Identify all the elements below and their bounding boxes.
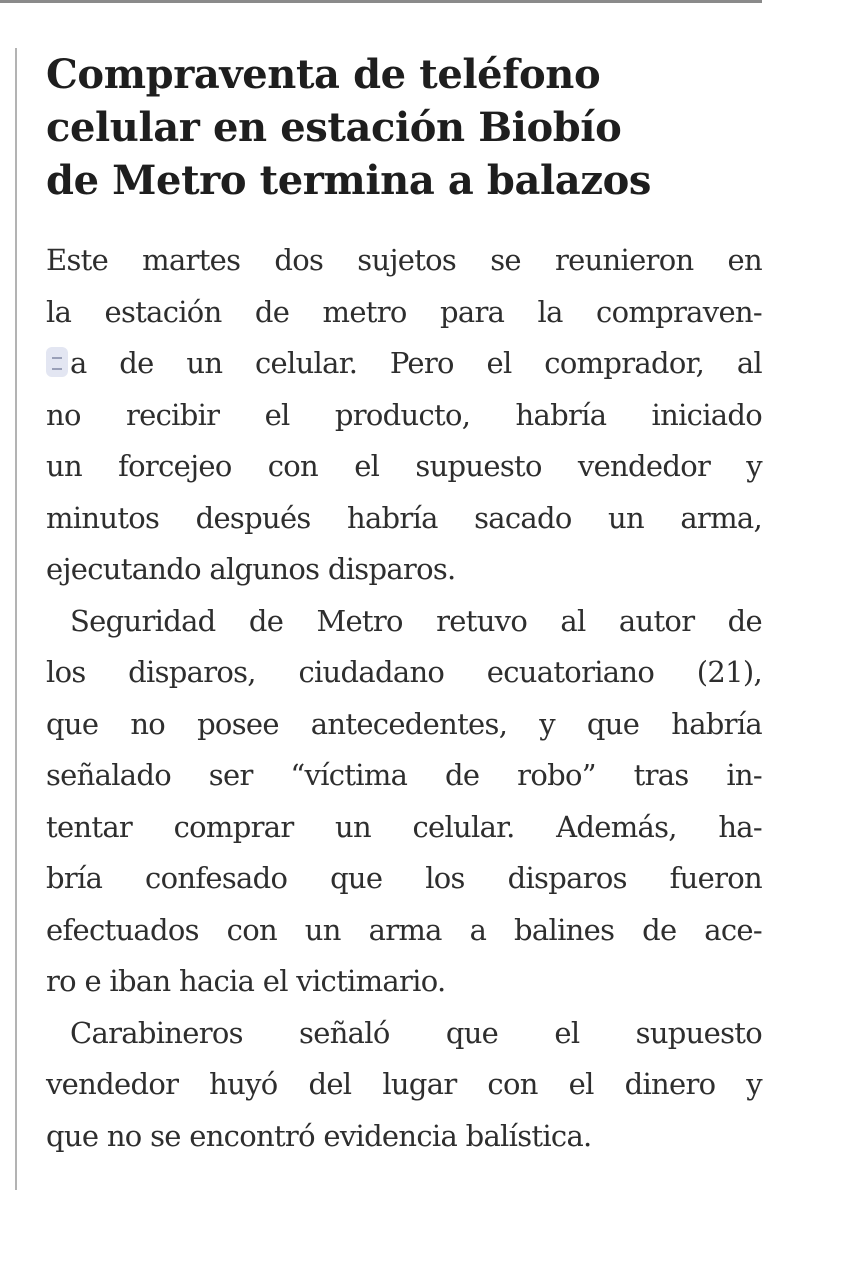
text-line: un forcejeo con el supuesto vendedor y xyxy=(46,449,762,483)
text-line: los disparos, ciudadano ecuatoriano (21), xyxy=(46,655,762,689)
headline-line: Compraventa de teléfono xyxy=(46,51,601,98)
text-line: que no posee antecedentes, y que habría xyxy=(46,706,762,741)
paragraph-2 xyxy=(46,596,762,1008)
text-line: no recibir el producto, habría iniciado xyxy=(46,397,762,432)
text-line: tentar comprar un celular. Además, ha- xyxy=(46,809,762,844)
paragraph-3 xyxy=(46,1008,762,1163)
text-line: minutos después habría sacado un arma, xyxy=(46,500,762,535)
text-selection-handle-icon[interactable] xyxy=(46,347,68,377)
text-line: vendedor huyó del lugar con el dinero y xyxy=(46,1067,762,1101)
text-line: Seguridad de Metro retuvo al autor de xyxy=(70,603,762,638)
text-line: que no se encontró evidencia balística. xyxy=(46,1118,592,1153)
news-article xyxy=(46,48,762,1162)
article-headline xyxy=(46,48,762,207)
text-line: bría confesado que los disparos fueron xyxy=(46,861,762,895)
text-line: Este martes dos sujetos se reunieron en xyxy=(46,243,762,277)
headline-line: de Metro termina a balazos xyxy=(46,157,652,204)
paragraph-1 xyxy=(46,235,762,596)
text-line-with-marker xyxy=(46,338,762,390)
column-rule xyxy=(15,48,17,1190)
text-line: ejecutando algunos disparos. xyxy=(46,552,456,586)
text-line: señalado ser “víctima de robo” tras in- xyxy=(46,758,762,792)
text-line: ro e iban hacia el victimario. xyxy=(46,964,446,998)
article-body xyxy=(46,235,762,1162)
text-line: Carabineros señaló que el supuesto xyxy=(70,1015,762,1050)
headline-line: celular en estación Biobío xyxy=(46,104,622,151)
text-line-content: a de un celular. Pero el comprador, al xyxy=(70,346,762,380)
top-rule xyxy=(0,0,762,3)
text-line: efectuados con un arma a balines de ace- xyxy=(46,912,762,947)
text-line: la estación de metro para la compraven- xyxy=(46,294,762,329)
